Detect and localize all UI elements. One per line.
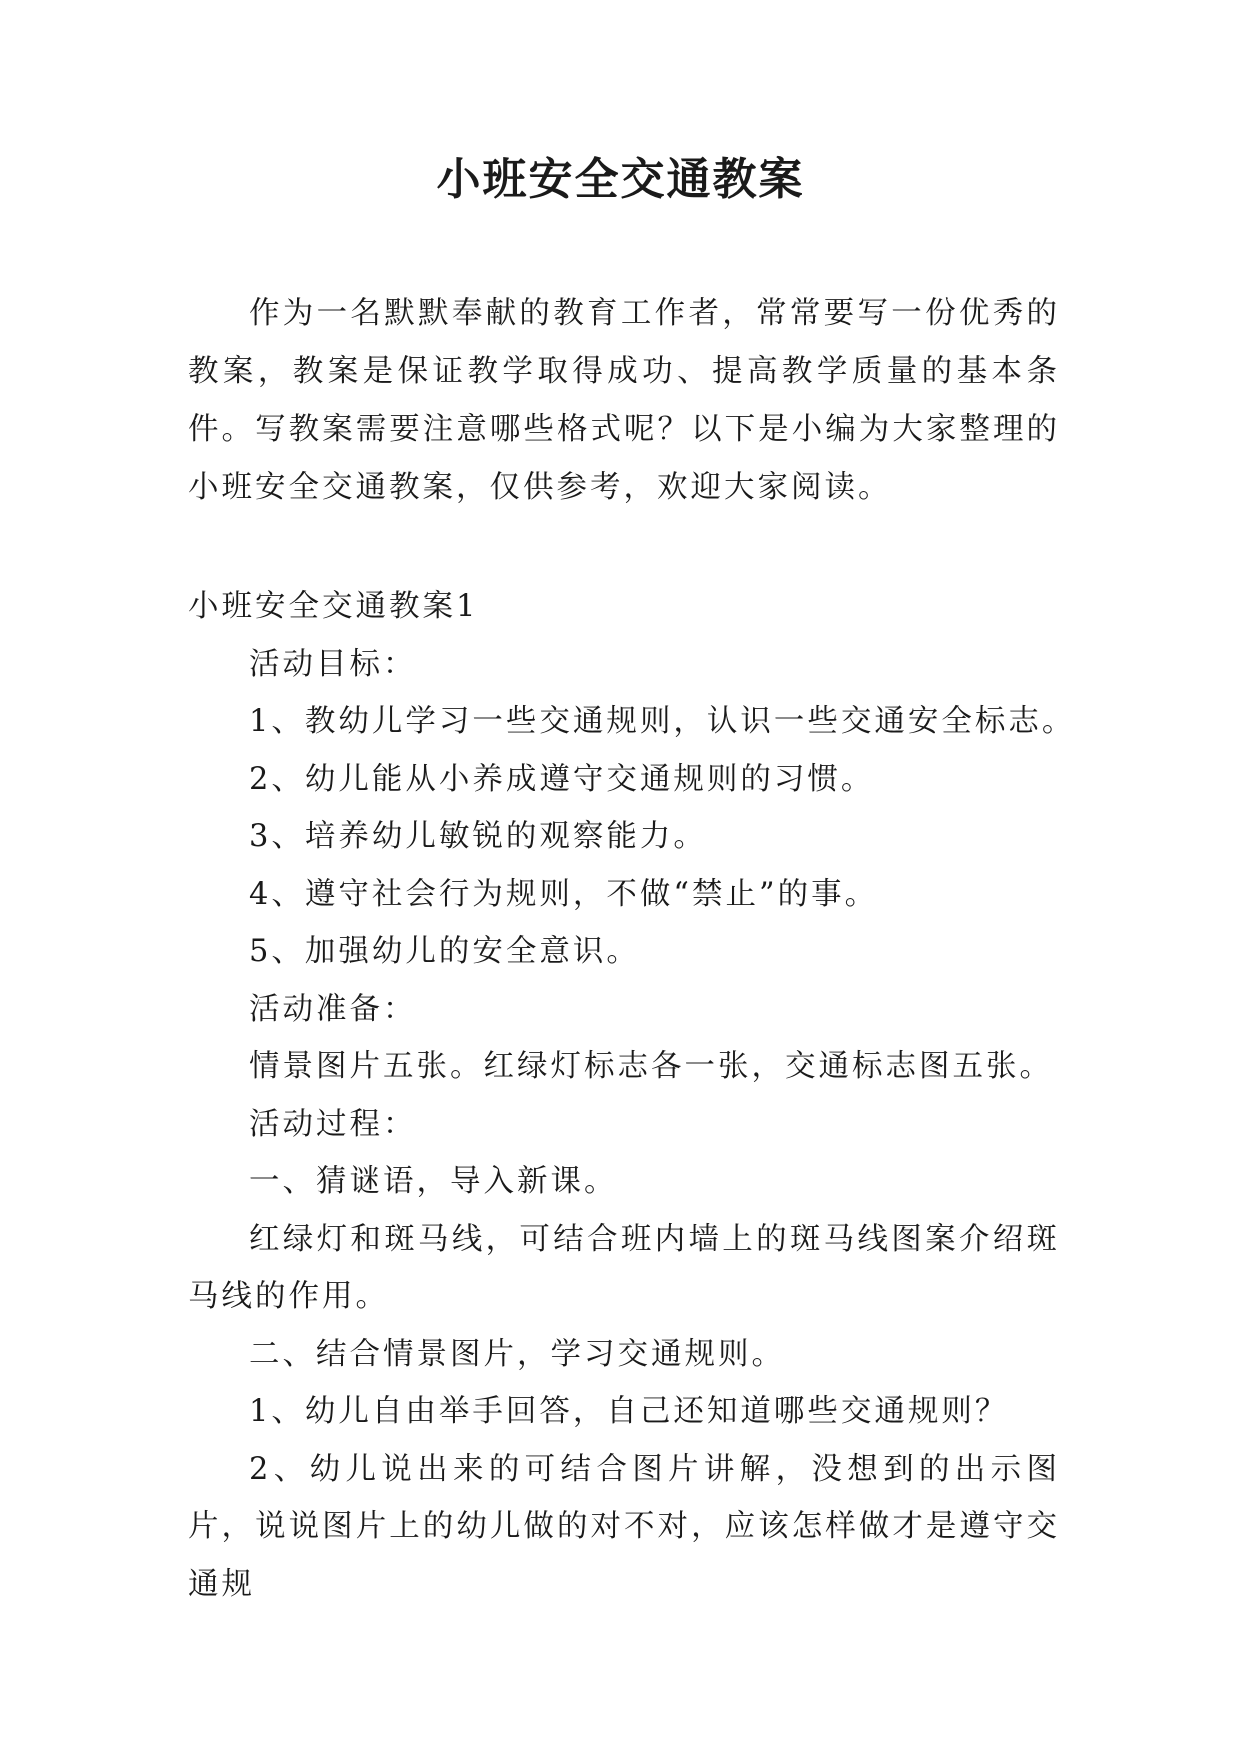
goal-item-1: 1、教幼儿学习一些交通规则，认识一些交通安全标志。	[249, 704, 1076, 739]
process-step-2-item-1: 1、幼儿自由举手回答，自己还知道哪些交通规则？	[249, 1394, 1009, 1429]
goal-item-3: 3、培养幼儿敏锐的观察能力。	[249, 819, 707, 854]
goal-item-4: 4、遵守社会行为规则，不做“禁止”的事。	[249, 876, 879, 912]
intro-paragraph: 作为一名默默奉献的教育工作者，常常要写一份优秀的教案，教案是保证教学取得成功、提高教学质量的基本条件。写教案需要注意哪些格式呢？以下是小编为大家整理的小班安全交通教案，仅供参考，欢迎大家阅读。	[188, 296, 1060, 505]
process-step-1-detail: 红绿灯和斑马线，可结合班内墙上的斑马线图案介绍斑马线的作用。	[188, 1221, 1060, 1314]
document-title: 小班安全交通教案	[436, 154, 805, 205]
heading-activity-goals: 活动目标：	[249, 646, 417, 682]
process-step-1: 一、猜谜语，导入新课。	[249, 1164, 618, 1199]
section-heading: 小班安全交通教案1	[188, 589, 479, 624]
process-step-2-item-2: 2、幼儿说出来的可结合图片讲解，没想到的出示图片，说说图片上的幼儿做的对不对，应该怎样做才是遵守交通规	[188, 1451, 1060, 1602]
goal-item-2: 2、幼儿能从小养成遵守交通规则的习惯。	[249, 761, 875, 797]
intro-block	[188, 285, 1060, 517]
preparation-text: 情景图片五张。红绿灯标志各一张，交通标志图五张。	[249, 1049, 1053, 1084]
goal-item-5: 5、加强幼儿的安全意识。	[249, 934, 640, 969]
heading-activity-process: 活动过程：	[249, 1106, 417, 1142]
article-body	[188, 578, 1076, 1613]
heading-activity-preparation: 活动准备：	[249, 991, 417, 1027]
process-step-2: 二、结合情景图片，学习交通规则。	[249, 1336, 785, 1372]
